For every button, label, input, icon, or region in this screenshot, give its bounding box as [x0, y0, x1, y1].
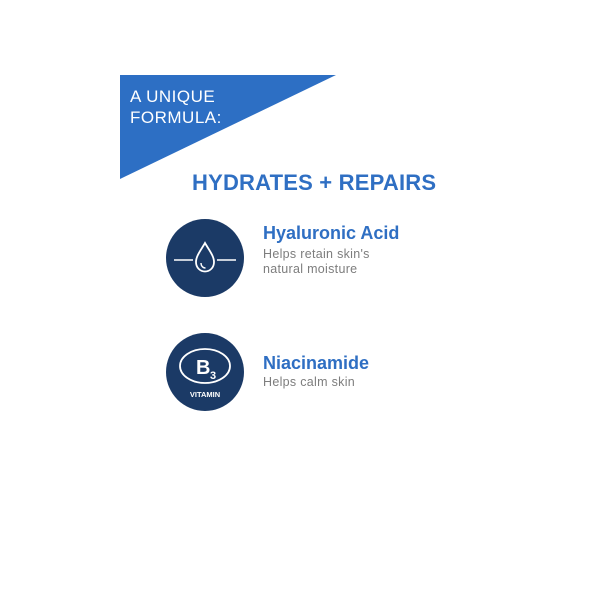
ingredient-name: Niacinamide [263, 353, 370, 373]
headline: HYDRATES + REPAIRS [192, 170, 437, 195]
vitamin-label: VITAMIN [189, 390, 221, 399]
vitamin-b3-icon [166, 333, 244, 411]
ingredient-description [263, 247, 443, 277]
description-line-2: natural moisture [263, 262, 358, 276]
banner-line-2: FORMULA: [130, 108, 222, 127]
ingredient-hyaluronic-acid [166, 219, 466, 299]
description-line-1: Helps calm skin [263, 375, 356, 389]
vitamin-number: 3 [210, 370, 217, 382]
ingredient-niacinamide [166, 333, 466, 413]
banner-line-1: A UNIQUE [130, 87, 216, 106]
description-line-1: Helps retain skin's [263, 247, 370, 261]
formula-banner [120, 75, 336, 179]
ingredient-name: Hyaluronic Acid [263, 223, 400, 243]
banner-text [130, 86, 222, 128]
water-drop-icon [166, 219, 244, 297]
vitamin-letter: B [196, 357, 211, 379]
ingredient-description [263, 375, 443, 390]
